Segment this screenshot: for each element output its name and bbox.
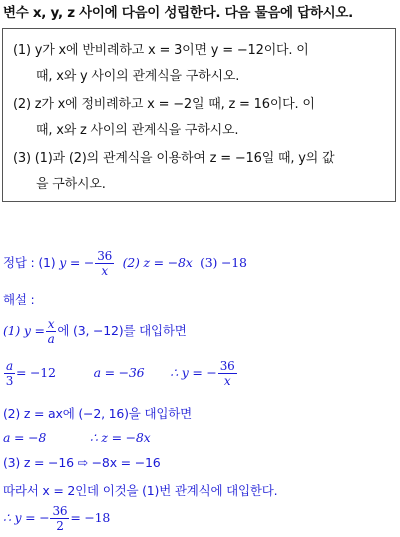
answer-1-lhs: y = − — [59, 255, 95, 270]
problem-box — [2, 28, 396, 202]
explanation-7-pre: ∴ y = − — [3, 510, 50, 525]
explanation-line-6: 따라서 x = 2인데 이것을 (1)번 관계식에 대입한다. — [3, 483, 278, 498]
problem-1-line-2: 때, x와 y 사이의 관계식을 구하시오. — [36, 69, 240, 84]
explanation-7-numerator: 36 — [52, 504, 68, 518]
explanation-2-numerator: a — [6, 359, 13, 373]
explanation-1-denominator: a — [47, 332, 55, 346]
answer-1-number: (1) — [38, 255, 56, 270]
explanation-7-denominator: 2 — [56, 519, 64, 533]
explanation-2-eq-b: a = −36 — [93, 365, 145, 380]
explanation-line-2 — [3, 360, 238, 387]
explanation-1-pre: (1) y = — [3, 323, 45, 338]
explanation-2-eq-a: = −12 — [15, 365, 56, 380]
explanation-2-eq-c: ∴ y = − — [170, 365, 217, 380]
problem-heading: 변수 x, y, z 사이에 다음이 성립한다. 다음 물음에 답하시오. — [3, 5, 353, 21]
answer-label: 정답 : — [3, 255, 35, 270]
problem-2-line-2: 때, x와 z 사이의 관계식을 구하시오. — [36, 123, 239, 138]
explanation-7-post: = −18 — [70, 510, 111, 525]
answer-2: (2) z = −8x — [122, 255, 193, 270]
explanation-1-numerator: x — [47, 317, 55, 331]
explanation-1-post: 에 (3, −12)를 대입하면 — [57, 323, 187, 338]
answer-1-denominator: x — [101, 264, 108, 278]
explanation-7-fraction — [50, 505, 69, 532]
problem-3-line-1: (3) (1)과 (2)의 관계식을 이용하여 z = −16일 때, y의 값 — [13, 151, 335, 166]
problem-1-line-1: (1) y가 x에 반비례하고 x = 3이면 y = −12이다. 이 — [13, 43, 309, 58]
explanation-2-fraction — [4, 360, 15, 387]
explanation-label: 해설 : — [3, 292, 35, 307]
explanation-4-a: a = −8 — [3, 430, 47, 445]
answer-1-numerator: 36 — [97, 249, 113, 263]
explanation-1-fraction — [46, 318, 57, 345]
explanation-line-1 — [3, 318, 187, 345]
explanation-line-3: (2) z = ax에 (−2, 16)을 대입하면 — [3, 406, 192, 421]
explanation-2-fraction-2 — [218, 360, 237, 387]
explanation-line-4 — [3, 430, 151, 445]
problem-3-line-2: 을 구하시오. — [36, 177, 106, 192]
explanation-4-b: ∴ z = −8x — [89, 430, 151, 445]
answer-line — [3, 250, 247, 277]
explanation-2-denominator: 3 — [5, 374, 14, 388]
explanation-2-numerator-2: 36 — [219, 359, 235, 373]
problem-2-line-1: (2) z가 x에 정비례하고 x = −2일 때, z = 16이다. 이 — [13, 97, 315, 112]
explanation-2-denominator-2: x — [223, 374, 231, 388]
answer-3: (3) −18 — [200, 255, 247, 270]
explanation-line-7 — [3, 505, 110, 532]
explanation-line-5: (3) z = −16 ⇨ −8x = −16 — [3, 455, 161, 470]
answer-1-fraction — [95, 250, 114, 277]
